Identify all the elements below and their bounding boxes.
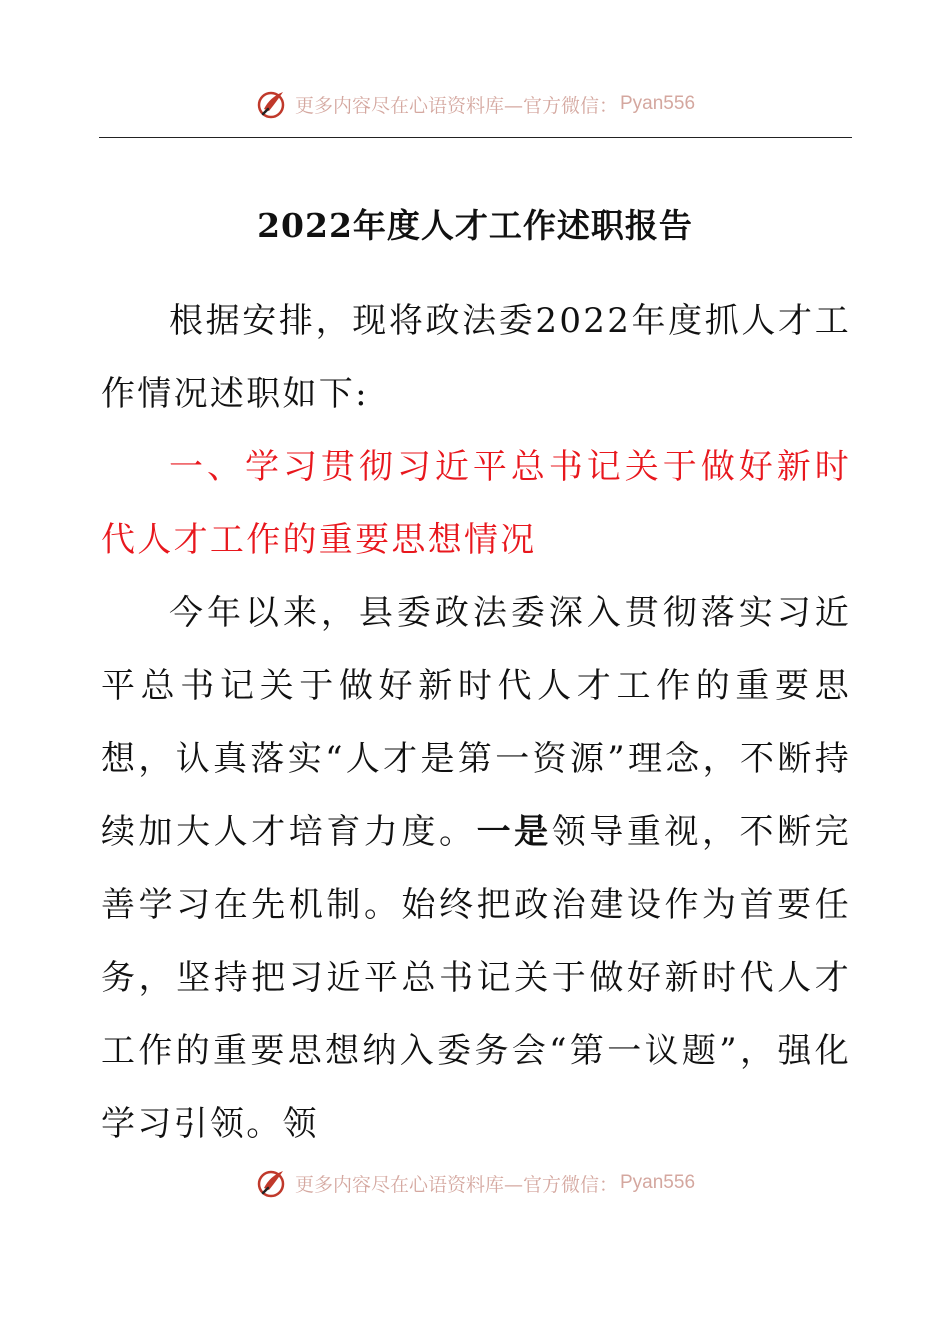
intro-paragraph: 根据安排，现将政法委2022年度抓人才工作情况述职如下: [101,301,851,414]
paragraph-bold-marker: 一是 [476,812,552,852]
paragraph-text-a: 今年以来，县委政法委深入贯彻落实习近平总书记关于做好新时代人才工作的重要思想，认真落实“人才是第一资源”理念，不断持续加大人才培育力度。 [101,593,851,852]
watermark-wechat-id: Pyan556 [620,1172,696,1193]
brush-logo-icon [255,1166,289,1200]
watermark-wechat-id: Pyan556 [620,93,696,114]
brush-logo-icon [255,87,289,121]
watermark-text: 更多内容尽在心语资料库—官方微信： [294,94,618,117]
section-heading: 一、学习贯彻习近平总书记关于做好新时代人才工作的重要思想情况 [101,447,851,560]
watermark-header [0,84,950,124]
watermark-text: 更多内容尽在心语资料库—官方微信： [294,1173,618,1196]
header-rule [99,137,852,138]
section-paragraph [101,577,851,1161]
paragraph-text-b: 领导重视，不断完善学习在先机制。始终把政治建设作为首要任务，坚持把习近平总书记关于做好新时代人才工作的重要思想纳入委务会“第一议题”，强化学习引领。领 [101,812,851,1144]
document-title: 2022年度人才工作述职报告 [257,206,693,245]
document-body [101,285,851,1161]
watermark-footer [0,1163,950,1203]
